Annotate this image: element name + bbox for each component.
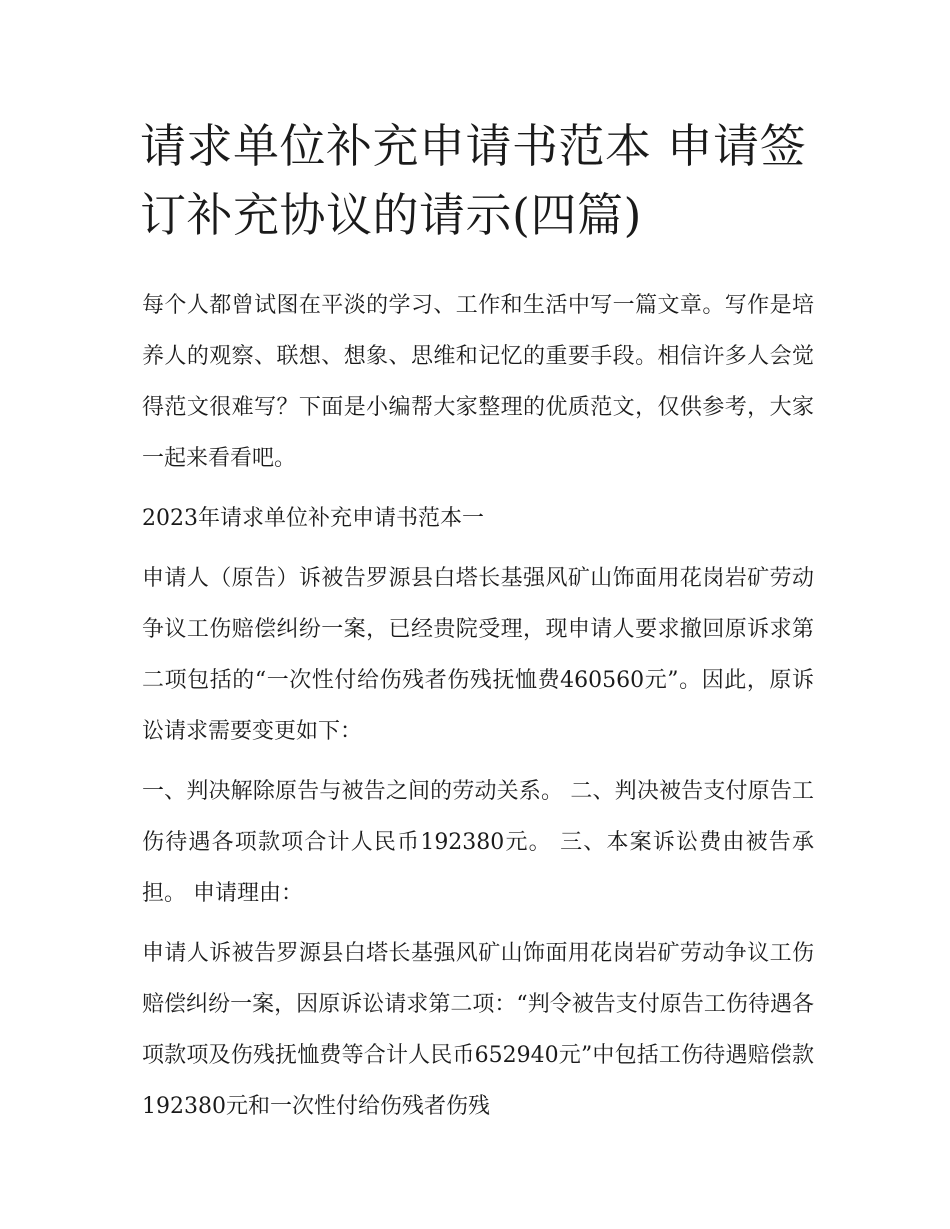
document-body bbox=[142, 280, 814, 1141]
reason-paragraph: 申请人诉被告罗源县白塔长基强风矿山饰面用花岗岩矿劳动争议工伤赔偿纠纷一案，因原诉讼请求第二项：“判令被告支付原告工伤待遇各项款项及伤残抚恤费等合计人民币652940元”中包括工伤待遇赔偿款192380元和一次性付给伤残者伤残 bbox=[142, 941, 814, 1119]
document-title: 请求单位补充申请书范本 申请签订补充协议的请示(四篇) bbox=[140, 119, 807, 242]
application-paragraph: 申请人（原告）诉被告罗源县白塔长基强风矿山饰面用花岗岩矿劳动争议工伤赔偿纠纷一案，已经贵院受理，现申请人要求撤回原诉求第二项包括的“一次性付给伤残者伤残抚恤费460560元”。因此，原诉讼请求需要变更如下： bbox=[142, 566, 814, 744]
section-heading: 2023年请求单位补充申请书范本一 bbox=[142, 506, 484, 531]
request-items-paragraph: 一、判决解除原告与被告之间的劳动关系。 二、判决被告支付原告工伤待遇各项款项合计人民币192380元。 三、本案诉讼费由被告承担。 申请理由： bbox=[142, 779, 814, 906]
intro-paragraph: 每个人都曾试图在平淡的学习、工作和生活中写一篇文章。写作是培养人的观察、联想、想象、思维和记忆的重要手段。相信许多人会觉得范文很难写？下面是小编帮大家整理的优质范文，仅供参考，大家一起来看看吧。 bbox=[142, 293, 814, 471]
